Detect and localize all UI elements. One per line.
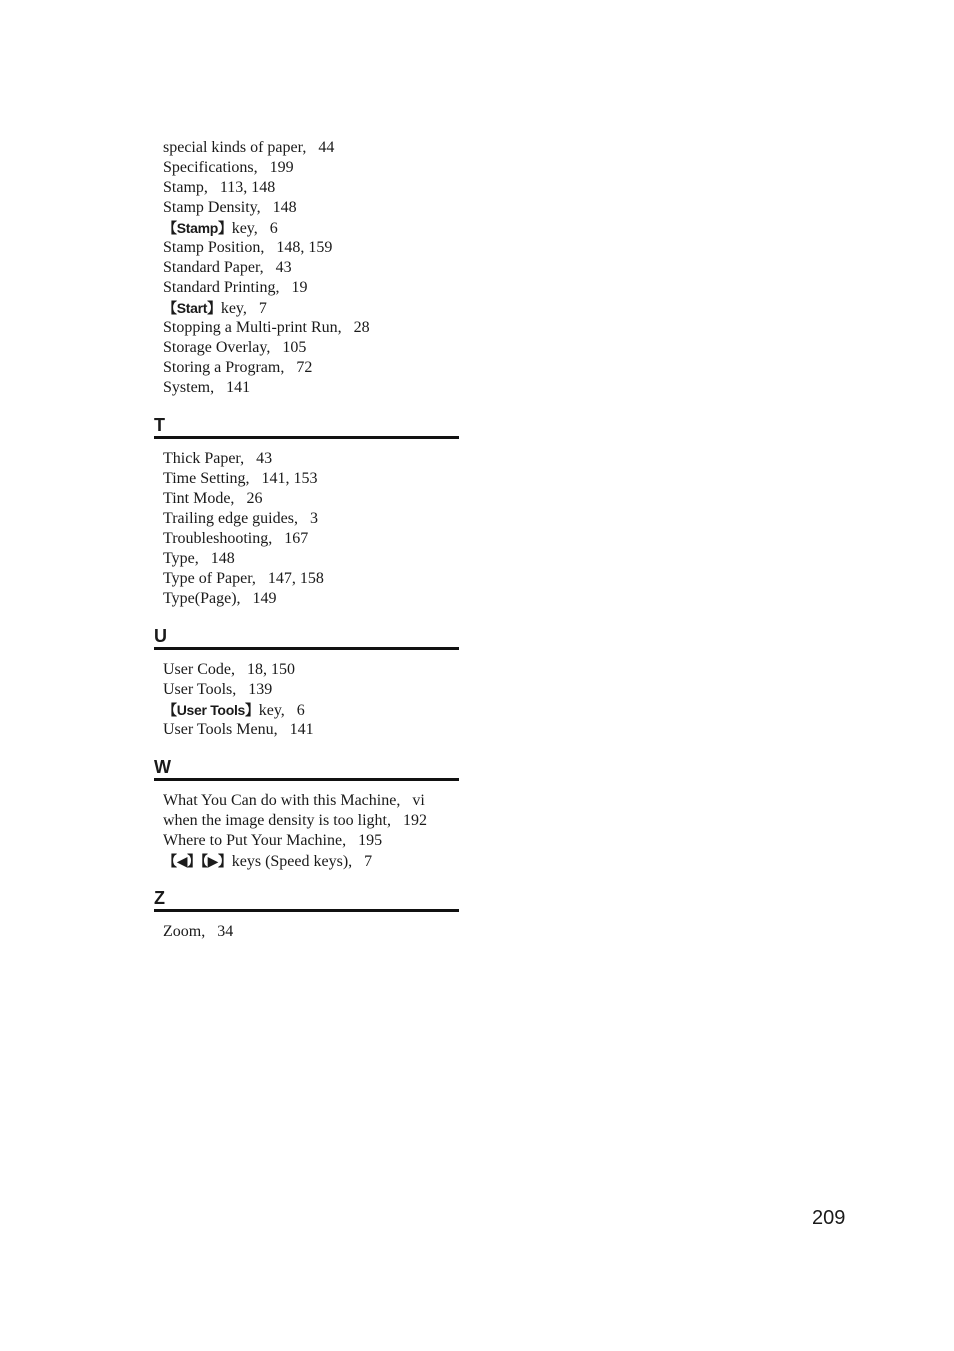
entry-pages: 141: [289, 721, 314, 738]
index-entry: [154, 549, 459, 569]
entry-term: Standard Printing,: [163, 279, 280, 296]
entry-pages: 34: [217, 923, 234, 940]
index-entry: [154, 449, 459, 469]
index-entry: [154, 469, 459, 489]
entry-pages: 28: [353, 319, 370, 336]
entry-term: System,: [163, 379, 215, 396]
entry-term: Time Setting,: [163, 470, 250, 487]
index-entry: [154, 358, 459, 378]
entry-pages: 199: [269, 159, 294, 176]
entry-pages: 44: [318, 139, 335, 156]
index-entry: [154, 298, 459, 318]
entry-pages: 26: [246, 490, 263, 507]
section-divider: [154, 778, 459, 781]
entry-term: Zoom,: [163, 923, 206, 940]
entry-term: Type(Page),: [163, 590, 241, 607]
index-entry: [154, 258, 459, 278]
entry-term: Thick Paper,: [163, 450, 245, 467]
index-entry: [154, 318, 459, 338]
section-divider: [154, 647, 459, 650]
section-heading-w: W: [154, 757, 171, 777]
section-heading-z: Z: [154, 888, 165, 908]
index-entry: [154, 489, 459, 509]
entry-term: when the image density is too light,: [163, 812, 391, 829]
right-arrow-key-icon: 【▶】: [200, 853, 232, 869]
entry-pages: 43: [275, 259, 292, 276]
left-arrow-key-icon: 【◀】: [163, 853, 201, 869]
entry-term: key,: [220, 300, 247, 317]
index-entry: [154, 660, 459, 680]
entry-term: Stopping a Multi-print Run,: [163, 319, 342, 336]
entry-term: Specifications,: [163, 159, 258, 176]
section-heading-u: U: [154, 626, 167, 646]
entry-term: Stamp Density,: [163, 199, 261, 216]
entry-pages: vi: [412, 792, 425, 809]
entry-pages: 18, 150: [246, 661, 295, 678]
index-entry: [154, 831, 459, 851]
entry-term: keys (Speed keys),: [231, 853, 353, 870]
entry-term: User Tools Menu,: [163, 721, 278, 738]
index-entry: [154, 851, 459, 871]
index-column: [154, 138, 459, 942]
index-entry: [154, 338, 459, 358]
entry-term: What You Can do with this Machine,: [163, 792, 401, 809]
entry-term: key,: [231, 220, 258, 237]
index-entry: [154, 238, 459, 258]
entry-pages: 147, 158: [267, 570, 324, 587]
index-entry: [154, 158, 459, 178]
index-entry: [154, 378, 459, 398]
entry-pages: 43: [256, 450, 273, 467]
entry-pages: 113, 148: [219, 179, 276, 196]
entry-pages: 195: [358, 832, 383, 849]
section-divider: [154, 436, 459, 439]
entry-term: Tint Mode,: [163, 490, 235, 507]
entry-pages: 149: [252, 590, 277, 607]
entry-pages: 19: [291, 279, 308, 296]
entry-term: Stamp Position,: [163, 239, 265, 256]
entry-pages: 148: [272, 199, 297, 216]
entry-term: Standard Paper,: [163, 259, 264, 276]
index-entry: [154, 529, 459, 549]
section-divider: [154, 909, 459, 912]
entry-pages: 148, 159: [276, 239, 333, 256]
index-entry: [154, 198, 459, 218]
key-name: 【Stamp】: [163, 220, 232, 236]
index-entry: [154, 589, 459, 609]
entry-pages: 72: [296, 359, 313, 376]
entry-pages: 7: [364, 853, 373, 870]
index-entry: [154, 569, 459, 589]
index-entry: [154, 178, 459, 198]
section-heading-t: T: [154, 415, 165, 435]
entry-term: Storing a Program,: [163, 359, 285, 376]
entry-term: User Code,: [163, 661, 235, 678]
entry-pages: 105: [282, 339, 307, 356]
entry-term: special kinds of paper,: [163, 139, 307, 156]
index-entry: [154, 509, 459, 529]
entry-pages: 141, 153: [261, 470, 318, 487]
index-entry: [154, 922, 459, 942]
entry-pages: 6: [269, 220, 278, 237]
entry-term: Where to Put Your Machine,: [163, 832, 347, 849]
entry-pages: 3: [309, 510, 318, 527]
entry-term: Storage Overlay,: [163, 339, 271, 356]
entry-term: User Tools,: [163, 681, 237, 698]
entry-pages: 139: [248, 681, 273, 698]
entry-pages: 6: [296, 702, 305, 719]
index-entry: [154, 791, 459, 811]
key-name: 【User Tools】: [163, 702, 259, 718]
index-entry: [154, 700, 459, 720]
index-entry: [154, 680, 459, 700]
page-number: 209: [812, 1207, 846, 1229]
entry-pages: 148: [210, 550, 235, 567]
entry-term: Troubleshooting,: [163, 530, 273, 547]
entry-pages: 192: [402, 812, 427, 829]
index-entry: [154, 278, 459, 298]
entry-term: Type of Paper,: [163, 570, 256, 587]
entry-term: Trailing edge guides,: [163, 510, 298, 527]
index-entry: [154, 811, 459, 831]
key-name: 【Start】: [163, 300, 221, 316]
entry-pages: 7: [258, 300, 267, 317]
index-entry: [154, 218, 459, 238]
entry-term: Stamp,: [163, 179, 208, 196]
index-entry: [154, 138, 459, 158]
entry-term: key,: [258, 702, 285, 719]
entry-pages: 167: [284, 530, 309, 547]
entry-pages: 141: [226, 379, 251, 396]
entry-term: Type,: [163, 550, 199, 567]
index-entry: [154, 720, 459, 740]
